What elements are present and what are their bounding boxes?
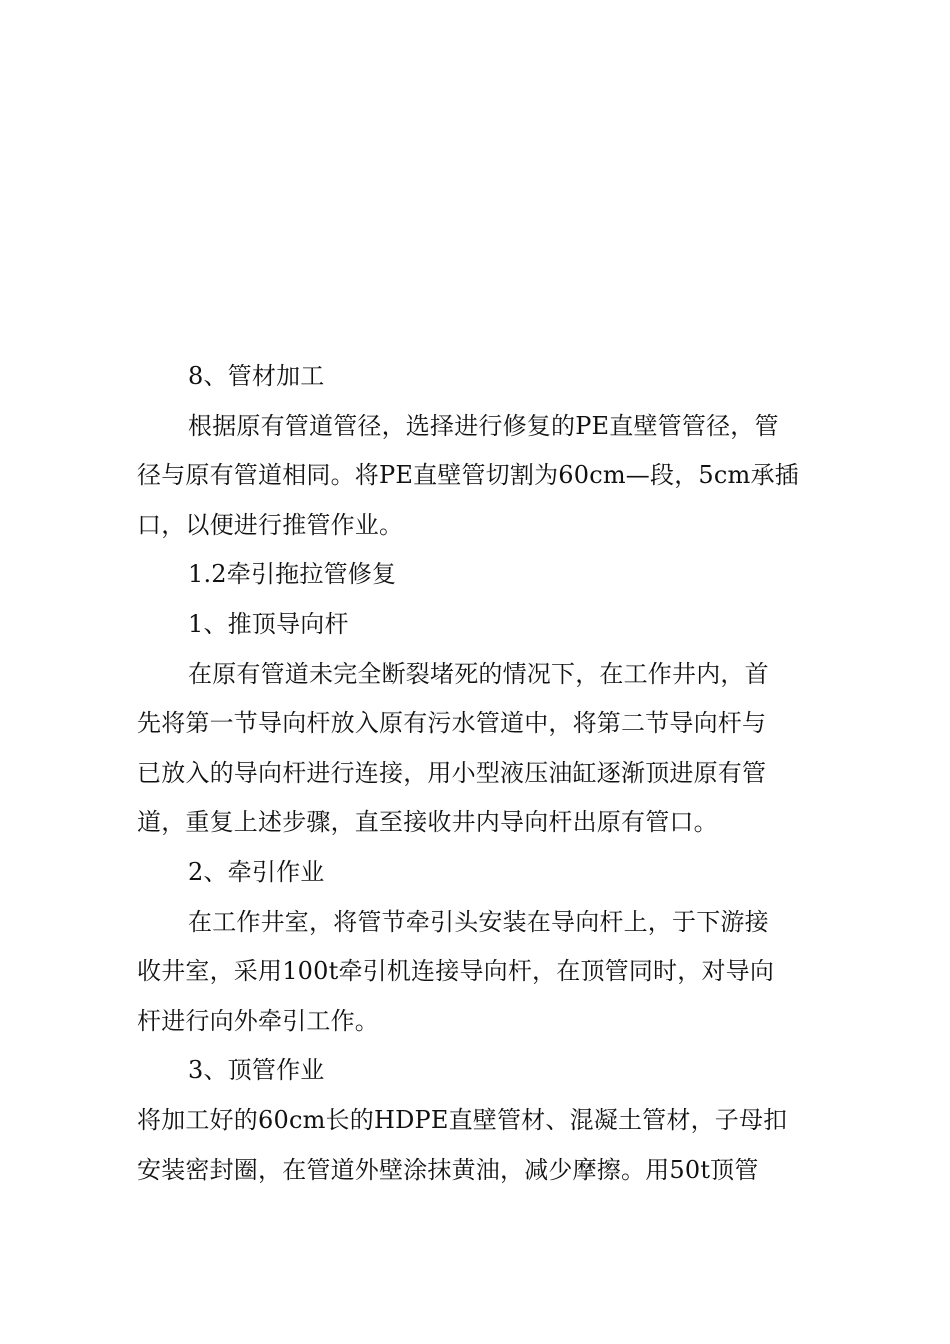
paragraph-line: 口，以便进行推管作业。 — [137, 510, 404, 539]
section-heading-traction-repair: 1.2牵引拖拉管修复 — [188, 560, 397, 589]
paragraph-line: 先将第一节导向杆放入原有污水管道中，将第二节导向杆与 — [137, 709, 767, 738]
paragraph-line: 在原有管道未完全断裂堵死的情况下，在工作井内，首 — [188, 659, 769, 688]
paragraph-line: 将加工好的60cm长的HDPE直壁管材、混凝土管材，子母扣 — [137, 1105, 788, 1134]
paragraph-line: 杆进行向外牵引工作。 — [137, 1006, 379, 1035]
paragraph-line: 已放入的导向杆进行连接，用小型液压油缸逐渐顶进原有管 — [137, 758, 767, 787]
paragraph-line: 在工作井室，将管节牵引头安装在导向杆上，于下游接 — [188, 907, 769, 936]
paragraph-line: 径与原有管道相同。将PE直壁管切割为60cm—段，5cm承插 — [137, 461, 799, 490]
document-body — [137, 352, 813, 1195]
paragraph-line: 道，重复上述步骤，直至接收井内导向杆出原有管口。 — [137, 808, 718, 837]
section-heading-pipe-processing: 8、管材加工 — [188, 362, 325, 390]
section-heading-traction-work: 2、牵引作业 — [188, 857, 325, 886]
paragraph-line: 根据原有管道管径，选择进行修复的PE直壁管管径，管 — [188, 411, 779, 440]
section-heading-push-guide-rod: 1、推顶导向杆 — [188, 609, 349, 638]
paragraph-line: 收井室，采用100t牵引机连接导向杆，在顶管同时，对导向 — [137, 957, 775, 986]
section-heading-pipe-jacking: 3、顶管作业 — [188, 1056, 325, 1085]
paragraph-line: 安装密封圈，在管道外壁涂抹黄油，减少摩擦。用50t顶管 — [137, 1155, 759, 1184]
